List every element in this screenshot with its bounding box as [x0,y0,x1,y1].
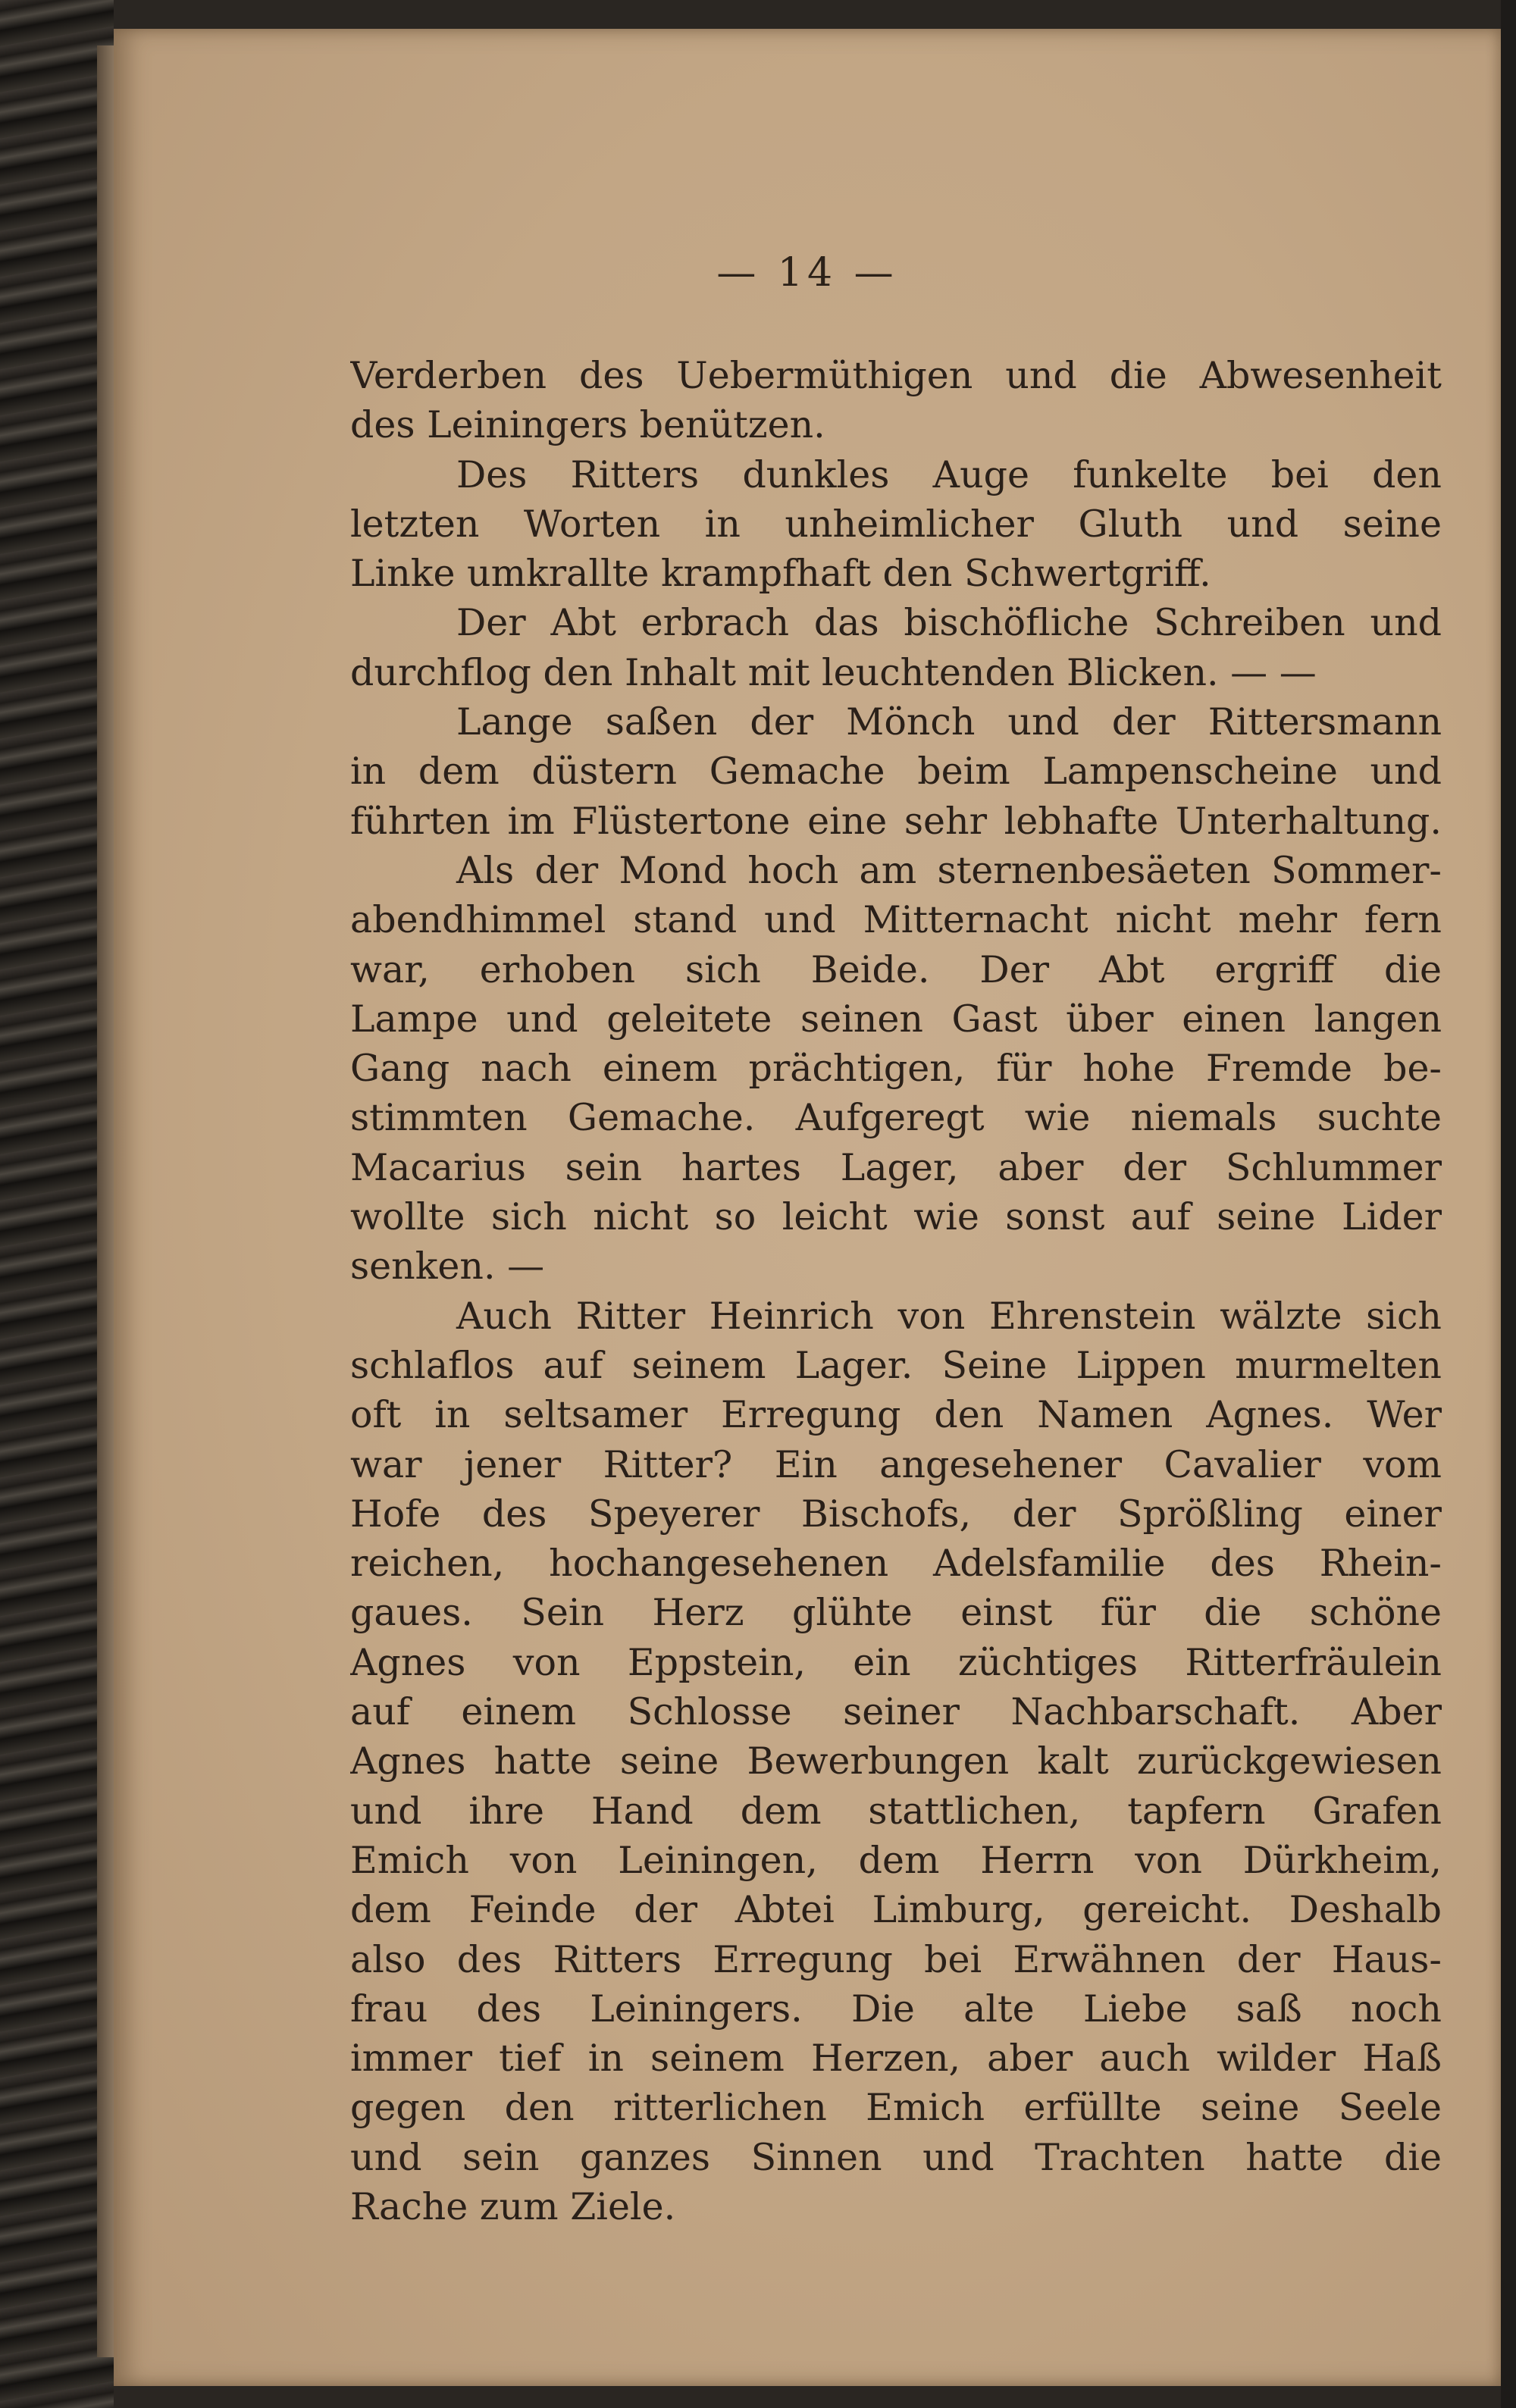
text-line: war jener Ritter? Ein angesehener Cavalier vom [350,1442,1442,1486]
text-line: stimmten Gemache. Aufgeregt wie niemals suchte [350,1096,1442,1140]
text-line: dem Feinde der Abtei Limburg, gereicht. Deshalb [350,1888,1442,1932]
text-line: durchflog den Inhalt mit leuchtenden Blicken. — — [350,650,1317,694]
text-line: Auch Ritter Heinrich von Ehrenstein wälzte sich [456,1294,1442,1338]
text-line: Macarius sein hartes Lager, aber der Schlummer [350,1145,1442,1189]
text-line: des Leiningers benützen. [350,403,825,447]
text-line: frau des Leiningers. Die alte Liebe saß noch [350,1987,1442,2031]
book-binding [0,0,114,2408]
text-line: Des Ritters dunkles Auge funkelte bei den [456,452,1442,496]
text-line: wollte sich nicht so leicht wie sonst auf seine Lider [350,1195,1442,1239]
text-line: und ihre Hand dem stattlichen, tapfern Grafen [350,1789,1442,1833]
text-line: Emich von Leiningen, dem Herrn von Dürkheim, [350,1838,1442,1882]
text-line: gaues. Sein Herz glühte einst für die schöne [350,1591,1442,1635]
text-line: Lampe und geleitete seinen Gast über einen langen [350,997,1442,1041]
text-line: Hofe des Speyerer Bischofs, der Sprößling einer [350,1492,1442,1536]
text-line: gegen den ritterlichen Emich erfüllte seine Seele [350,2086,1442,2130]
text-line: also des Ritters Erregung bei Erwähnen der Haus- [350,1937,1442,1981]
body-text [350,351,1442,2231]
text-line: schlaflos auf seinem Lager. Seine Lippen murmelten [350,1343,1442,1387]
text-line: Gang nach einem prächtigen, für hohe Fremde be- [350,1047,1442,1091]
page-right-edge [1501,0,1516,2408]
text-line: letzten Worten in unheimlicher Gluth und seine [350,502,1442,546]
text-line: und sein ganzes Sinnen und Trachten hatte die [350,2135,1442,2179]
text-line: reichen, hochangesehenen Adelsfamilie des Rhein- [350,1542,1442,1586]
text-line: Der Abt erbrach das bischöfliche Schreiben und [456,601,1442,645]
text-line: oft in seltsamer Erregung den Namen Agnes. Wer [350,1393,1442,1437]
text-line: abendhimmel stand und Mitternacht nicht mehr fern [350,898,1442,942]
text-line: führten im Flüstertone eine sehr lebhafte Unterhaltung. [350,799,1442,843]
text-line: Verderben des Uebermüthigen und die Abwesenheit [350,354,1442,397]
text-line: war, erhoben sich Beide. Der Abt ergriff die [350,947,1442,991]
text-line: Agnes hatte seine Bewerbungen kalt zurückgewiesen [350,1739,1442,1783]
text-line: Rache zum Ziele. [350,2184,676,2228]
text-line: Agnes von Eppstein, ein züchtiges Ritterfräulein [350,1640,1442,1684]
text-line: Als der Mond hoch am sternenbesäeten Sommer- [456,848,1442,892]
text-line: senken. — [350,1245,545,1289]
text-line: Linke umkrallte krampfhaft den Schwertgriff. [350,552,1211,596]
book-page [114,29,1501,2386]
text-line: Lange saßen der Mönch und der Rittersmann [456,700,1442,744]
page-number: — 14 — [716,250,898,296]
text-line: auf einem Schlosse seiner Nachbarschaft. Aber [350,1690,1442,1734]
text-line: immer tief in seinem Herzen, aber auch wilder Haß [350,2037,1442,2081]
text-line: in dem düstern Gemache beim Lampenscheine und [350,750,1442,794]
